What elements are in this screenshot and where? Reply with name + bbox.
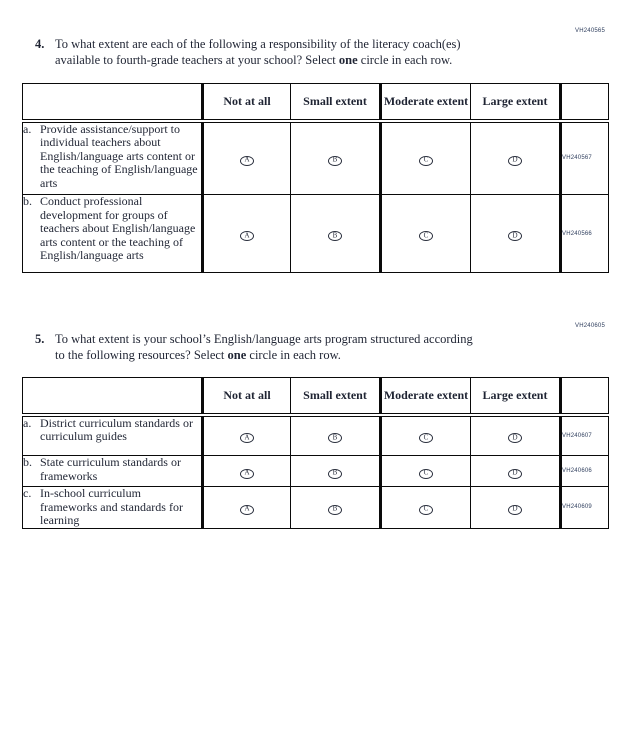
question-4 [35,37,580,68]
option-cell [291,195,381,273]
answer-circle-large-extent[interactable]: D [508,469,522,479]
option-cell [471,121,561,195]
option-cell [203,415,291,456]
column-header-large-extent: Large extent [471,378,561,415]
option-cell [381,456,471,487]
column-header-moderate-extent: Moderate extent [381,378,471,415]
option-cell [291,456,381,487]
table-row [23,415,609,456]
answer-circle-moderate-extent[interactable]: C [419,469,433,479]
option-cell [291,121,381,195]
header-row [23,378,609,415]
option-cell [291,487,381,529]
question-code: VH240605 [575,323,605,329]
answer-circle-small-extent[interactable]: B [328,505,342,515]
row-label: Conduct professional development for groups of teachers about English/language arts content or the teaching of English/language arts [40,194,196,262]
row-label: In-school curriculum frameworks and standards for learning [40,486,183,527]
header-blank-cell [23,84,203,121]
row-label-cell [23,121,203,195]
question-5-table [22,377,609,529]
option-cell [381,121,471,195]
option-cell [381,487,471,529]
row-label-cell [23,195,203,273]
table-row [23,456,609,487]
answer-circle-large-extent[interactable]: D [508,156,522,166]
row-code: VH240609 [561,487,609,529]
column-header-small-extent: Small extent [291,378,381,415]
row-code: VH240606 [561,456,609,487]
row-code: VH240607 [562,432,592,439]
header-row [23,84,609,121]
row-letter: a. [23,121,32,136]
row-letter: b. [23,194,32,208]
row-label-cell [23,415,203,456]
answer-circle-large-extent[interactable]: D [508,433,522,443]
answer-circle-large-extent[interactable]: D [508,231,522,241]
table-row [23,121,609,195]
column-header-not-at-all: Not at all [203,378,291,415]
column-header-not-at-all: Not at all [203,84,291,121]
row-letter: b. [23,455,32,469]
option-cell [381,195,471,273]
answer-circle-small-extent[interactable]: B [328,433,342,443]
question-4-table [22,83,609,273]
row-label: State curriculum standards or frameworks [40,455,181,483]
answer-circle-large-extent[interactable]: D [508,505,522,515]
answer-circle-not-at-all[interactable]: A [240,505,254,515]
question-text: To what extent are each of the following a responsibility of the literacy coach(es) available to fourth-grade teachers at your school? Select one circle in each row. [55,37,461,67]
question-number: 4. [35,37,45,51]
option-cell [203,195,291,273]
answer-circle-not-at-all[interactable]: A [240,156,254,166]
answer-circle-moderate-extent[interactable]: C [419,433,433,443]
column-header-large-extent: Large extent [471,84,561,121]
row-code: VH240566 [561,195,609,273]
row-code: VH240567 [562,155,592,162]
question-code: VH240565 [575,28,605,34]
option-cell [203,121,291,195]
option-cell [291,415,381,456]
header-code-cell [561,84,609,121]
answer-circle-not-at-all[interactable]: A [240,231,254,241]
answer-circle-not-at-all[interactable]: A [240,469,254,479]
table-row [23,487,609,529]
answer-circle-small-extent[interactable]: B [328,469,342,479]
answer-circle-small-extent[interactable]: B [328,156,342,166]
table-row [23,195,609,273]
option-cell [471,195,561,273]
answer-circle-not-at-all[interactable]: A [240,433,254,443]
question-text: To what extent is your school’s English/language arts program structured according to the following resources? Select one circle in each row. [55,332,473,362]
header-blank-cell [23,378,203,415]
option-cell [381,415,471,456]
answer-circle-moderate-extent[interactable]: C [419,231,433,241]
row-label: District curriculum standards or curriculum guides [40,415,193,443]
row-label: Provide assistance/support to individual teachers about English/language arts content or the teaching of English/language arts [40,121,198,190]
option-cell [471,487,561,529]
row-label-cell [23,456,203,487]
answer-circle-moderate-extent[interactable]: C [419,505,433,515]
question-number: 5. [35,332,45,346]
row-label-cell [23,487,203,529]
option-cell [471,415,561,456]
option-cell [203,487,291,529]
header-code-cell [561,378,609,415]
option-cell [203,456,291,487]
column-header-small-extent: Small extent [291,84,381,121]
answer-circle-small-extent[interactable]: B [328,231,342,241]
question-5 [35,332,580,363]
row-letter: a. [23,415,32,430]
row-letter: c. [23,486,32,500]
option-cell [471,456,561,487]
column-header-moderate-extent: Moderate extent [381,84,471,121]
answer-circle-moderate-extent[interactable]: C [419,156,433,166]
